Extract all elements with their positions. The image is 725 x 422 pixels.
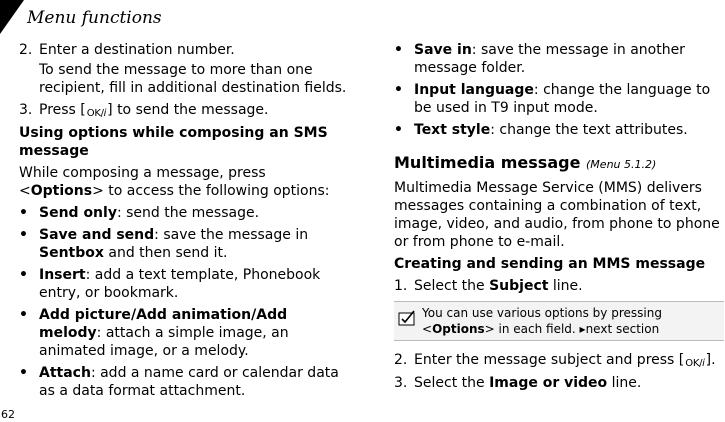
step-3: [19, 101, 354, 120]
page-tab-mark: [0, 0, 24, 34]
step-2: [19, 41, 354, 59]
menu-ref: (Menu 5.1.2): [586, 158, 657, 171]
note-box: You can use various options by pressing <Options> in each field. ▸next section: [394, 301, 724, 341]
mms-step-3: [394, 374, 724, 392]
option-save-and-send: • Save and send: save the message in Sentbox and then send it.: [19, 227, 309, 261]
bullet-icon: •: [394, 122, 403, 138]
options-heading: Using options while composing an SMS message: [19, 125, 328, 159]
step-text: Select the Subject line.: [414, 278, 583, 294]
option-add-media: • Add picture/Add animation/Add melody: attach a simple image, an animated image, or a melody.: [19, 307, 289, 359]
step-text: Enter the message subject and press [OK/i].: [414, 352, 716, 369]
mms-intro: Multimedia Message Service (MMS) delivers messages containing a combination of text, image, video, and audio, from phone to phone or from phone to e-mail.: [394, 180, 720, 250]
option-attach: • Attach: add a name card or calendar data as a data format attachment.: [19, 365, 339, 399]
note-check-icon: [398, 310, 416, 326]
bullet-icon: •: [394, 82, 403, 98]
ok-key-icon: OK/i: [685, 358, 705, 369]
bullet-icon: •: [19, 227, 28, 243]
options-intro: While composing a message, press <Options> to access the following options:: [19, 165, 330, 199]
step-text: Press [OK/i] to send the message.: [39, 102, 269, 119]
bullet-icon: •: [19, 267, 28, 283]
mms-heading: Multimedia message (Menu 5.1.2): [394, 153, 657, 172]
bullet-icon: •: [394, 42, 403, 58]
right-column: [394, 41, 724, 392]
step-number: 2.: [394, 352, 408, 368]
step-number: 1.: [394, 278, 408, 294]
option-text-style: • Text style: change the text attributes.: [394, 122, 688, 138]
step-2-subtext: To send the message to more than one recipient, fill in additional destination fields.: [39, 62, 347, 96]
option-input-language: • Input language: change the language to be used in T9 input mode.: [394, 82, 711, 116]
step-text: Enter a destination number.: [39, 42, 235, 58]
option-send-only: • Send only: send the message.: [19, 205, 260, 221]
option-save-in: • Save in: save the message in another message folder.: [394, 42, 685, 76]
arrow-icon: ▸: [579, 322, 586, 336]
create-heading: Creating and sending an MMS message: [394, 256, 706, 272]
running-head: Menu functions: [27, 8, 162, 28]
step-number: 3.: [394, 375, 408, 391]
step-number: 2.: [19, 42, 33, 58]
mms-step-2: [394, 351, 724, 370]
bullet-icon: •: [19, 205, 28, 221]
option-insert: • Insert: add a text template, Phonebook entry, or bookmark.: [19, 267, 321, 301]
page-number: 62: [1, 408, 15, 421]
step-number: 3.: [19, 102, 33, 118]
left-column: [19, 41, 354, 400]
mms-step-1: [394, 277, 724, 295]
bullet-icon: •: [19, 307, 28, 323]
step-text: Select the Image or video line.: [414, 375, 642, 391]
ok-key-icon: OK/i: [86, 108, 107, 119]
bullet-icon: •: [19, 365, 28, 381]
